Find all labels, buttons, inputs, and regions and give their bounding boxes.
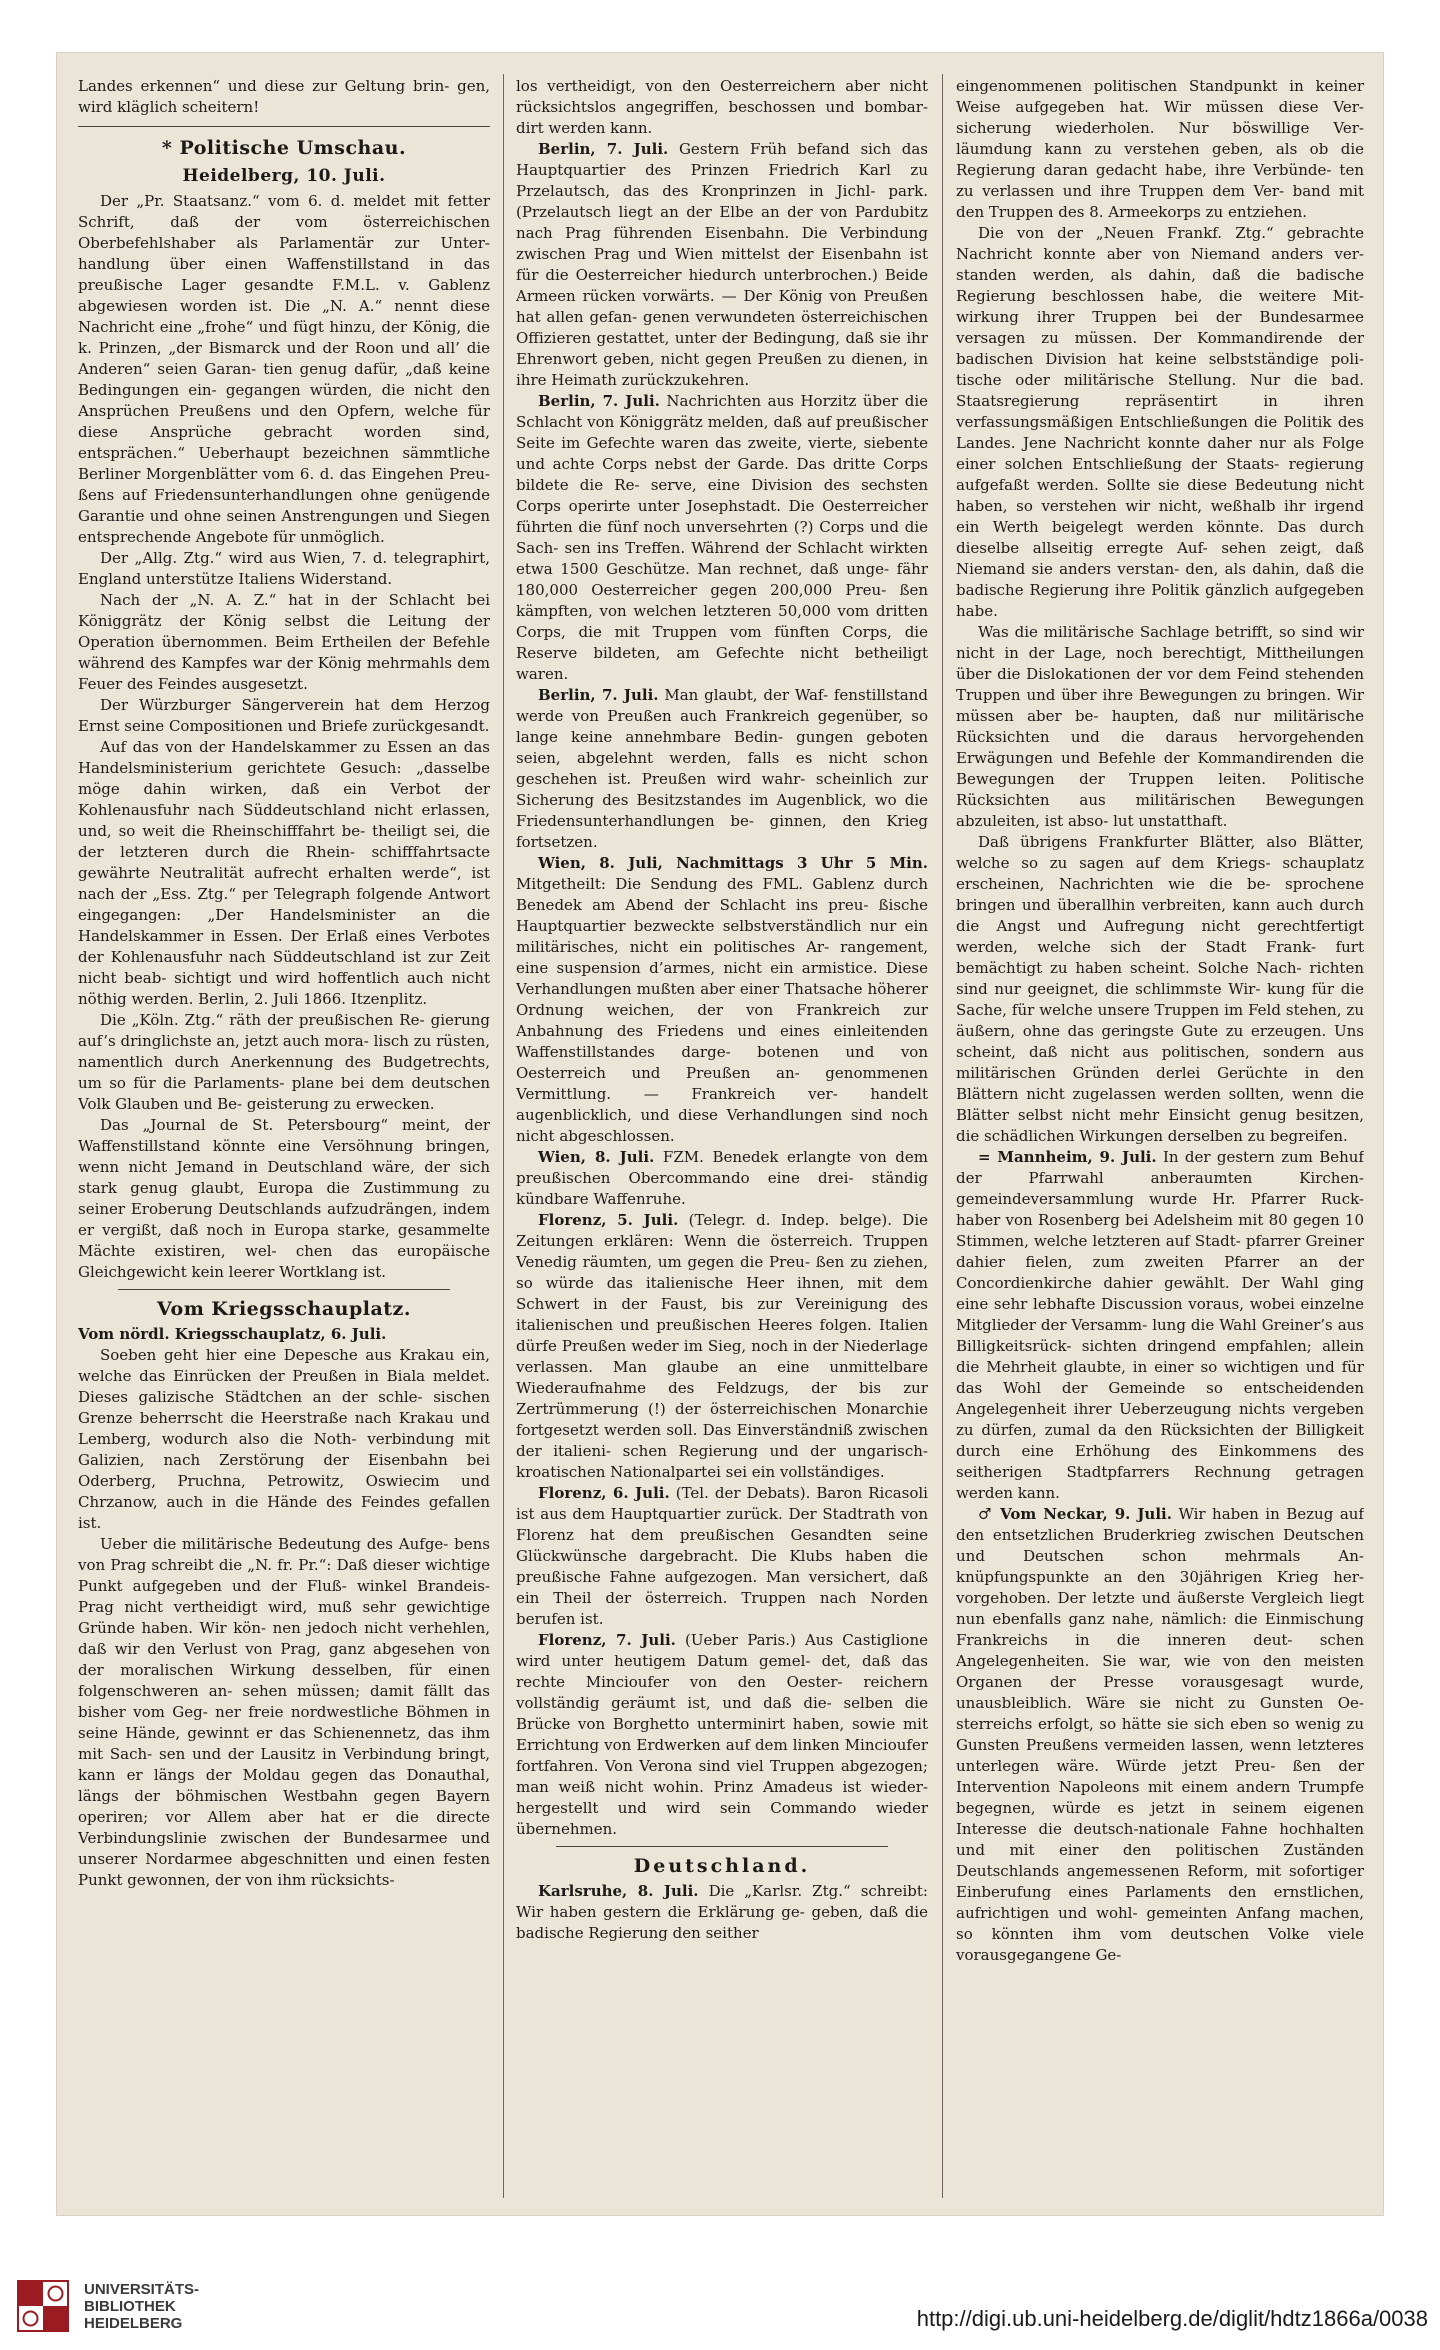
paragraph-text: (Telegr. d. Indep. belge). Die Zeitungen erklären: Wenn die österreich. Truppen Venedig räumten, um gegen die Preu- ßen zu ziehen, so würde das italienische Heer ihnen, mit dem Schwert in der Faust, bis zur Vereinigung des italienischen und preußischen Heeres folgen. Italien dürfe Preußen weder im Sieg, noch in der Niederlage verlassen. Man glaube an eine unmittelbare Wiederaufnahme des Feldzugs, der bis zur Zertrümmerung (!) der österreichischen Monarchie fortgesetzt werden soll. Das Einverständniß zwischen der italieni- schen Regierung und der ungarisch-kroatischen Nationalpartei sei ein vollständiges. xyxy=(516,1211,928,1481)
divider xyxy=(118,1289,450,1290)
paragraph-text: Wir haben in Bezug auf den entsetzlichen Bruderkrieg zwischen Deutschen und Deutschen schon mehrmals An- knüpfungspunkte an den 30jährigen Krieg her- vorgehoben. Der letzte und äußerste Vergleich liegt nun ebenfalls ganz nahe, nämlich: die Einmischung Frankreichs in die inneren deut- schen Angelegenheiten. Sie war, wie von den meisten Organen der Presse vorausgesagt wurde, unausbleiblich. Wäre sie nicht zu Gunsten Oe- sterreichs erfolgt, so hätte sie sich eben so wenig zu Gunsten Preußens vermeiden lassen, wenn letzteres unterlegen wäre. Würde jetzt Preu- ßen der Intervention Napoleons mit einem andern Trumpfe begegnen, würde es jetzt in seinem eigenen Interesse die deutsch-nationale Fahne hochhalten und mit einer den politischen Zuständen Deutschlands angemessenen Reform, mit sofortiger Einberufung eines Parlaments den ernstlichen, aufrichtigen und wohl- gemeinten Anfang machen, so könnten ihm vom deutschen Volke viele vorausgegangene Ge- xyxy=(956,1505,1364,1964)
paragraph: Landes erkennen“ und diese zur Geltung brin- gen, wird kläglich scheitern! xyxy=(78,77,490,116)
paragraph: Nach der „N. A. Z.“ hat in der Schlacht bei Königgrätz der König selbst die Leitung der Operation übernommen. Beim Ertheilen der Befehle während des Kampfes war der König mehrmahls dem Feuer des Feindes ausgesetzt. xyxy=(78,591,490,693)
paragraph: Der „Pr. Staatsanz.“ vom 6. d. meldet mit fetter Schrift, daß der vom österreichischen Oberbefehlshaber als Parlamentär zur Unter- handlung über einen Waffenstillstand in das preußische Lager gesandte F.M.L. v. Gablenz abgewiesen worden ist. Die „N. A.“ nennt diese Nachricht eine „frohe“ und fügt hinzu, der König, die k. Prinzen, „der Bismarck und der Roon und all’ die Anderen“ seien Garan- tien genug dafür, „daß keine Bedingungen ein- gegangen würden, die nicht den Ansprüchen Preußens und den Opfern, welche für diese Ansprüche gebracht worden sind, entsprächen.“ Ueberhaupt bezeichnen sämmtliche Berliner Morgenblätter vom 6. d. das Eingehen Preu- ßens auf Friedensunterhandlungen ohne genügende Garantie und ohne seinen Anstrengungen und Siegen entsprechende Angebote für unmöglich. xyxy=(78,192,490,546)
paragraph-text: FZM. Benedek erlangte von dem preußischen Obercommando eine drei- ständig kündbare Waffenruhe. xyxy=(516,1148,928,1208)
dateline: ♂ Vom Neckar, 9. Juli. xyxy=(978,1505,1172,1523)
paragraph: Auf das von der Handelskammer zu Essen an das Handelsministerium gerichtete Gesuch: „dasselbe möge dahin wirken, daß ein Verbot der Kohlenausfuhr nach Süddeutschland nicht erlassen, und, so weit die Rheinschifffahrt be- theiligt sei, die der letzteren durch die Rhein- schifffahrtsacte gewährte Neutralität aufrecht erhalten werde“, ist nach der „Ess. Ztg.“ per Telegraph folgende Antwort eingegangen: „Der Handelsminister an die Handelskammer in Essen. Der Erlaß eines Verbotes der Kohlenausfuhr nach Süddeutschland ist zur Zeit nicht beab- sichtigt und wird hoffentlich auch nicht nöthig werden. Berlin, 2. Juli 1866. Itzenplitz. xyxy=(78,738,490,1008)
dateline: = Mannheim, 9. Juli. xyxy=(978,1148,1157,1166)
paragraph: Der Würzburger Sängerverein hat dem Herzog Ernst seine Compositionen und Briefe zurückgesandt. xyxy=(78,696,490,735)
paragraph: Das „Journal de St. Petersbourg“ meint, der Waffenstillstand könnte eine Versöhnung bringen, wenn nicht Jemand in Deutschland wäre, der sich stark genug glaubt, Europa die Zustimmung zu seiner Eroberung Deutschlands aufzudrängen, indem er vergißt, daß noch in Europa starke, gesammelte Mächte existiren, wel- chen das europäische Gleichgewicht kein leerer Wortklang ist. xyxy=(78,1116,490,1281)
paragraph-text: Mitgetheilt: Die Sendung des FML. Gablenz durch Benedek am Abend der Schlacht ins preu- ßische Hauptquartier bezweckte selbstverständlich nur ein militärisches, nicht ein politisches Ar- rangement, eine suspension d’armes, nicht ein armistice. Diese Verhandlungen mußten aber einer Thatsache höherer Ordnung weichen, der von Frankreich zur Anbahnung des Friedens und eines einleitenden Waffenstillstandes darge- botenen und von Oesterreich und Preußen an- genommenen Vermittlung. — Frankreich ver- handelt augenblicklich, und diese Verhandlungen sind noch nicht abgeschlossen. xyxy=(516,875,928,1145)
paragraph: los vertheidigt, von den Oesterreichern aber nicht rücksichtslos angegriffen, beschossen und bombar- dirt werden kann. xyxy=(516,77,928,137)
paragraph: Die „Köln. Ztg.“ räth der preußischen Re- gierung auf’s dringlichste an, jetzt auch mora- lisch zu rüsten, namentlich durch Anerkennung des Budgetrechts, um so für die Parlaments- plane bei dem deutschen Volk Glauben und Be- geisterung zu erwecken. xyxy=(78,1011,490,1113)
divider xyxy=(556,1846,888,1847)
dateline: Berlin, 7. Juli. xyxy=(538,686,659,704)
dateline-nordl-kriegsschauplatz: Vom nördl. Kriegsschauplatz, 6. Juli. xyxy=(78,1325,387,1343)
paragraph-text: Die „Karlsr. Ztg.“ schreibt: Wir haben gestern die Erklärung ge- geben, daß die badische Regierung den seither xyxy=(516,1882,928,1942)
dateline: Karlsruhe, 8. Juli. xyxy=(538,1882,699,1900)
paragraph-text: Gestern Früh befand sich das Hauptquartier des Prinzen Friedrich Karl zu Przelautsch, das des Kronprinzen in Jichl- park. (Przelautsch liegt an der Elbe an der von Pardubitz nach Prag führenden Eisenbahn. Die Verbindung zwischen Prag und Wien mittelst der Eisenbahn ist für die Oesterreicher hiedurch unterbrochen.) Beide Armeen rücken vorwärts. — Der König von Preußen hat allen gefan- genen verwundeten österreichischen Offizieren gestattet, unter der Bedingung, daß sie ihr Ehrenwort geben, nicht gegen Preußen zu dienen, in ihre Heimath zurückzukehren. xyxy=(516,140,928,389)
dateline: Florenz, 7. Juli. xyxy=(538,1631,676,1649)
dateline: Berlin, 7. Juli. xyxy=(538,140,669,158)
column-2 xyxy=(516,76,928,2194)
dateline-heidelberg: Heidelberg, 10. Juli. xyxy=(182,166,386,186)
paragraph: Was die militärische Sachlage betrifft, so sind wir nicht in der Lage, noch berechtigt, Mittheilungen über die Dislokationen der vor dem Feind stehenden Truppen und über ihre Bewegungen zu bringen. Wir müssen aber be- haupten, daß nur militärische Rücksichten und die daraus hervorgehenden Erwägungen und Befehle der Kommandirenden die Bewegungen der Truppen leiten. Politische Rücksichten aus militärischen Bewegungen abzuleiten, ist abso- lut unstatthaft. xyxy=(956,623,1364,830)
paragraph: Die von der „Neuen Frankf. Ztg.“ gebrachte Nachricht konnte aber von Niemand anders ver- standen werden, als dahin, daß die badische Regierung beschlossen habe, die weitere Mit- wirkung ihrer Truppen bei der Bundesarmee versagen zu müssen. Der Kommandirende der badischen Division hat keine selbstständige poli- tische oder militärische Stellung. Nur die bad. Staatsregierung repräsentirt in ihren verfassungsmäßigen Entschließungen die Politik des Landes. Jene Nachricht konnte daher nur als Folge einer solchen Entschließung der Staats- regierung aufgefaßt werden. Sollte sie diese Bedeutung nicht haben, so verstehen wir nicht, weßhalb ihr irgend ein Werth beigelegt werden könnte. Das durch dieselbe allseitig erregte Auf- sehen zeigt, daß Niemand sie anders verstan- den, als dahin, daß die badische Regierung ihre Politik gänzlich aufgegeben habe. xyxy=(956,224,1364,620)
dateline: Berlin, 7. Juli. xyxy=(538,392,660,410)
paragraph: eingenommenen politischen Standpunkt in keiner Weise aufgegeben hat. Wir müssen diese Ver- sicherung wiederholen. Nur böswillige Ver- läumdung kann zu verstehen geben, als ob die Regierung daran gedacht habe, ihre Verbünde- ten zu verlassen und ihre Truppen dem Ver- band mit den Truppen des 8. Armeekorps zu entziehen. xyxy=(956,77,1364,221)
paragraph: Der „Allg. Ztg.“ wird aus Wien, 7. d. telegraphirt, England unterstütze Italiens Widerstand. xyxy=(78,549,490,588)
column-3 xyxy=(956,76,1364,2194)
paragraph: Soeben geht hier eine Depesche aus Krakau ein, welche das Einrücken der Preußen in Biala meldet. Dieses galizische Städtchen an der schle- sischen Grenze beherrscht die Heerstraße nach Krakau und Lemberg, wodurch also die Noth- verbindung mit Galizien, nach Zerstörung der Eisenbahn bei Oderberg, Pruchna, Petrowitz, Oswiecim und Chrzanow, auch in die Hände des Feindes gefallen ist. xyxy=(78,1346,490,1532)
section-heading-politische-umschau: * Politische Umschau. xyxy=(161,137,407,159)
dateline: Florenz, 6. Juli. xyxy=(538,1484,670,1502)
paragraph-text: Nachrichten aus Horzitz über die Schlacht von Königgrätz melden, daß auf preußischer Seite im Gefechte waren das zweite, vierte, siebente und achte Corps nebst der Garde. Das dritte Corps bildete die Re- serve, eine Division des sechsten Corps operirte unter Josephstadt. Die Oesterreicher führten die fünf noch unversehrten (?) Corps und die Sach- sen ins Treffen. Während der Schlacht wirkten etwa 1500 Geschütze. Man rechnet, daß unge- fähr 180,000 Oesterreicher gegen 200,000 Preu- ßen kämpften, von welchen letzteren 50,000 vom dritten Corps, die mit Truppen vom fünften Corps, die Reserve bildeten, am Gefechte nicht betheiligt waren. xyxy=(516,392,928,683)
library-logo-icon[interactable] xyxy=(14,2277,72,2335)
dateline: Wien, 8. Juli, Nachmittags 3 Uhr 5 Min. xyxy=(538,854,928,872)
paragraph-text: In der gestern zum Behuf der Pfarrwahl anberaumten Kirchen- gemeindeversammlung wurde Hr. Pfarrer Ruck- haber von Rosenberg bei Adelsheim mit 80 gegen 10 Stimmen, welche letzteren auf Stadt- pfarrer Greiner dahier fielen, zum zweiten Pfarrer an der Concordienkirche dahier gewählt. Der Wahl ging eine sehr lebhafte Discussion voraus, wobei einzelne Mitglieder der Versamm- lung die Wahl Greiner’s aus Billigkeitsrück- sichten dringend empfahlen; allein die Mehrheit glaubte, in einer so wichtigen und für das Wohl der Gemeinde so entscheidenden Angelegenheit ihrer Ueberzeugung nichts vergeben zu dürfen, zumal da den Rücksichten der Billigkeit durch eine Erhöhung des Einkommens des seitherigen Stadtpfarrers Rechnung getragen werden kann. xyxy=(956,1148,1364,1502)
paragraph-text: (Ueber Paris.) Aus Castiglione wird unter heutigem Datum gemel- det, daß das rechte Mincioufer von den Oester- reichern vollständig geräumt ist, und daß die- selben die Brücke von Borghetto unterminirt haben, sowie mit Errichtung von Erdwerken auf dem linken Mincioufer fortfahren. Von Verona sind viel Truppen abgezogen; man weiß nicht wohin. Prinz Amadeus ist wieder- hergestellt und wird sein Commando wieder übernehmen. xyxy=(516,1631,928,1838)
source-url-link[interactable]: http://digi.ub.uni-heidelberg.de/diglit/hdtz1866a/0038 xyxy=(916,2306,1428,2331)
logo-line: BIBLIOTHEK xyxy=(84,2298,176,2315)
library-logo-text[interactable] xyxy=(84,2281,199,2332)
divider xyxy=(78,126,490,127)
section-heading-kriegsschauplatz: Vom Kriegsschauplatz. xyxy=(157,1298,411,1320)
column-rule xyxy=(942,74,943,2198)
column-rule xyxy=(503,74,504,2198)
column-1 xyxy=(78,76,490,2194)
newspaper-page xyxy=(56,52,1384,2216)
logo-line: UNIVERSITÄTS- xyxy=(84,2281,200,2298)
paragraph-text: Man glaubt, der Waf- fenstillstand werde von Preußen auch Frankreich gegenüber, so lange keine annehmbare Bedin- gungen geboten seien, abgelehnt werden, falls es nicht schon geschehen ist. Preußen wird wahr- scheinlich zur Sicherung des Besitzstandes im Augenblick, wo die Friedensunterhandlungen be- ginnen, den Krieg fortsetzen. xyxy=(516,686,928,851)
paragraph-text: (Tel. der Debats). Baron Ricasoli ist aus dem Hauptquartier zurück. Der Stadtrath von Florenz hat dem preußischen Gesandten seine Glückwünsche dargebracht. Die Klubs haben die preußische Fahne aufgezogen. Man versichert, daß ein Theil der österreich. Truppen nach Norden berufen ist. xyxy=(516,1484,928,1628)
paragraph: Daß übrigens Frankfurter Blätter, also Blätter, welche so zu sagen auf dem Kriegs- schauplatz erscheinen, Nachrichten wie die be- sprochene bringen und überallhin verbreiten, kann auch durch die Angst und Aufregung nicht gerechtfertigt werden, welche sich der Stadt Frank- furt bemächtigt zu haben scheint. Solche Nach- richten sind nur geeignet, die schlimmste Wir- kung für die Sache, für welche unsere Truppen im Feld stehen, zu äußern, ohne das geringste Gute zu erzeugen. Uns scheint, daß nicht aus politischen, sondern aus militärischen Gründen derlei Gerüchte in den Blättern nicht zugelassen werden sollten, wenn die Blätter selbst nicht mehr Einsicht genug besitzen, die schädlichen Wirkungen derselben zu begreifen. xyxy=(956,833,1364,1145)
logo-line: HEIDELBERG xyxy=(84,2315,183,2332)
paragraph: Ueber die militärische Bedeutung des Aufge- bens von Prag schreibt die „N. fr. Pr.“: Daß dieser wichtige Punkt aufgegeben und der Fluß- winkel Brandeis-Prag nicht vertheidigt wird, muß sehr gewichtige Gründe haben. Wir kön- nen jedoch nicht verhehlen, daß wir den Verlust von Prag, ganz abgesehen von der moralischen Wirkung desselben, für einen folgenschweren an- sehen müssen; damit fällt das bisher vom Geg- ner freie nordwestliche Böhmen in seine Hände, gewinnt er das Schienennetz, das ihm mit Sach- sen und der Lausitz in Verbindung bringt, kann er längs der Moldau gegen das Donauthal, längs der böhmischen Westbahn gegen Bayern operiren; vor Allem aber hat er die directe Verbindungslinie zwischen der Bundesarmee und unserer Nordarmee abgeschnitten und einen festen Punkt gewonnen, der von ihm rücksichts- xyxy=(78,1535,490,1889)
section-heading-deutschland: Deutschland. xyxy=(633,1855,811,1877)
dateline: Wien, 8. Juli. xyxy=(538,1148,655,1166)
dateline: Florenz, 5. Juli. xyxy=(538,1211,679,1229)
